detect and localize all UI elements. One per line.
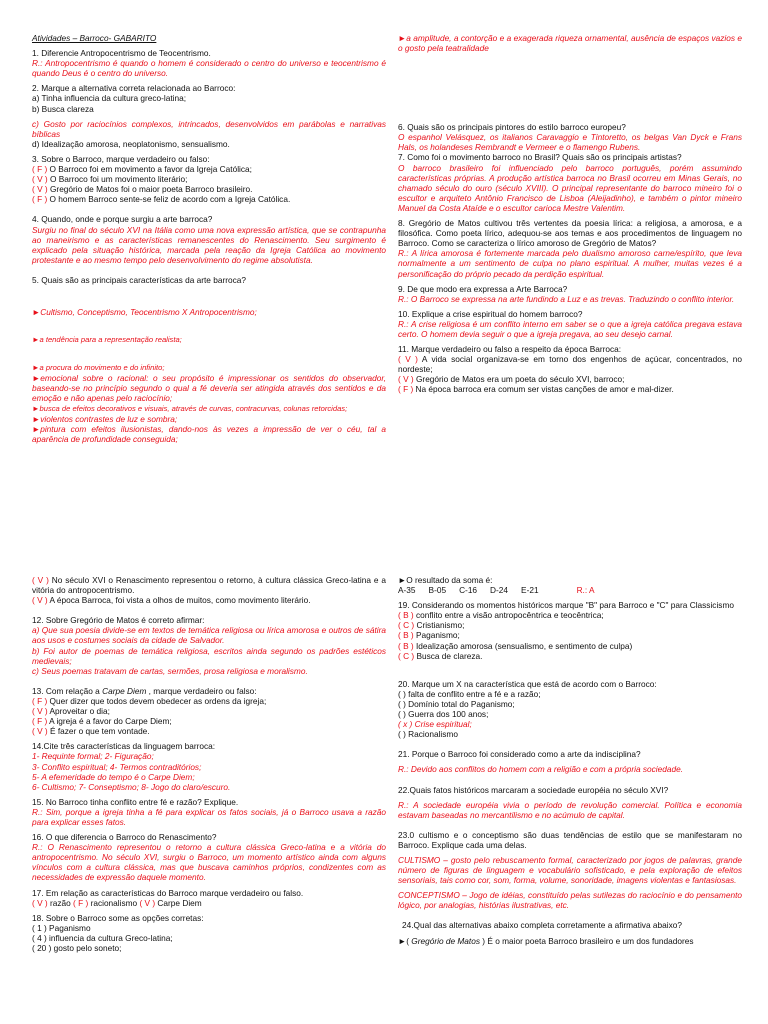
answer-14-line: 6- Cultismo; 7- Conseptismo; 8- Jogo do claro/escuro.: [32, 781, 231, 792]
q20-item-correct: ( x ) Crise espiritual;: [398, 719, 472, 730]
option-12c: c) Seus poemas tratavam de cartas, sermões, prosa religiosa e moralismo.: [32, 665, 308, 676]
q20-item: ( ) falta de conflito entre a fé e a razão;: [398, 688, 541, 699]
q19-item: ( B ) Idealização amorosa (sensualismo, e sentimento de culpa): [398, 640, 633, 651]
q3-item: ( F ) O homem Barroco sente-se feliz de acordo com a Igreja Católica.: [32, 194, 291, 205]
answer-5-item: ►busca de efeitos decorativos e visuais, através de curvas, contracurvas, colunas retorcidas;: [32, 403, 348, 413]
question-1: 1. Diferencie Antropocentrismo de Teocentrismo.: [32, 48, 211, 59]
right-column-top: [398, 33, 742, 395]
q20-item: ( ) Domínio total do Paganismo;: [398, 698, 515, 709]
answer-5-item: ►a procura do movimento e do infinito;: [32, 363, 165, 373]
q17-items: ( V ) razão ( F ) racionalismo ( V ) Carpe Diem: [32, 897, 202, 908]
question-13: 13. Com relação a Carpe Diem , marque verdadeiro ou falso:: [32, 685, 257, 696]
option-2a: a) Tinha influencia da cultura greco-latina;: [32, 93, 187, 104]
question-21: 21. Porque o Barroco foi considerado como a arte da indisciplina?: [398, 749, 641, 760]
question-12: 12. Sobre Gregório de Matos é correto afirmar:: [32, 615, 205, 626]
answer-5-item: ►pintura com efeitos ilusionistas, dando-nos às vezes a impressão de ver o céu, tal a aparência de profundidade conseguida;: [32, 423, 386, 444]
answer-21: R.: Devido aos conflitos do homem com a religião e com a própria sociedade.: [398, 764, 684, 775]
q11-item: ( V ) Gregório de Matos era um poeta do século XVI, barroco;: [398, 374, 625, 385]
answer-23-conceptismo: CONCEPTISMO – Jogo de idéias, constituído pelas sutilezas do raciocínio e do pensamento lógico, por analogias, histórias ilustrativas, etc.: [398, 890, 742, 911]
right-column-bottom: [398, 575, 742, 946]
answer-22: R.: A sociedade européia vivia o período de revolução comercial. Política e economia estavam baseadas no mercantilismo e no acúmulo de capital.: [398, 799, 742, 820]
question-17: 17. Em relação as características do Barroco marque verdadeiro ou falso.: [32, 887, 304, 898]
question-20: 20. Marque um X na característica que está de acordo com o Barroco:: [398, 678, 657, 689]
q11-item: ( V ) A época Barroca, foi vista a olhos de muitos, como movimento literário.: [32, 595, 311, 606]
answer-14-line: 3- Conflito espiritual; 4- Termos contraditórios;: [32, 761, 202, 772]
question-4: 4. Quando, onde e porque surgiu a arte barroca?: [32, 214, 213, 225]
q19-item: ( C ) Cristianismo;: [398, 620, 465, 631]
answer-1: R.: Antropocentrismo é quando o homem é considerado o centro do universo e teocentrismo é quando Deus é o centro do universo.: [32, 58, 386, 79]
answer-5-item: ►violentos contrastes de luz e sombra;: [32, 413, 178, 424]
question-6: 6. Quais são os principais pintores do estilo barroco europeu?: [398, 122, 626, 133]
q11-item: ( V ) No século XVI o Renascimento representou o retorno, à cultura clássica Greco-latina e a vitória do antropocentrismo.: [32, 575, 386, 596]
answer-4: Surgiu no final do século XVI na Itália como uma nova expressão artística, que se contrapunha ao maneirismo e as características remanescentes do Renascimento. Seu surgimento é explicado pela situação histórica, marcada pela reação da Igreja Católica ao movimento protestante e ao mesmo tempo pelo desenvolvimento do regime absolutista.: [32, 224, 386, 265]
q18-item: ( 4 ) influencia da cultura Greco-latina;: [32, 932, 173, 943]
answer-8: R.: A lírica amorosa é fortemente marcada pelo dualismo amoroso carne/espírito, que leva normalmente a um sentimento de culpa no plano espiritual. A mulher, muitas vezes é a personificação do próprio pecado da perdição espiritual.: [398, 248, 742, 279]
answer-5-item: ►a tendência para a representação realista;: [32, 335, 182, 345]
q20-item: ( ) Guerra dos 100 anos;: [398, 709, 489, 720]
question-14: 14.Cite três características da linguagem barroca:: [32, 741, 216, 752]
answer-10: R.: A crise religiosa é um conflito interno em saber se o que a igreja católica pregava estava certo. O homem devia seguir o que a igreja pregava, ao seu desejo carnal.: [398, 318, 742, 339]
question-22: 22.Quais fatos históricos marcaram a sociedade européia no século XVI?: [398, 784, 669, 795]
question-18: 18. Sobre o Barroco some as opções corretas:: [32, 912, 204, 923]
question-24: 24.Qual das alternativas abaixo completa corretamente a afirmativa abaixo?: [402, 920, 682, 931]
question-11: 11. Marque verdadeiro ou falso a respeito da época Barroca:: [398, 344, 622, 355]
question-3: 3. Sobre o Barroco, marque verdadeiro ou falso:: [32, 153, 210, 164]
question-10: 10. Explique a crise espiritual do homem barroco?: [398, 308, 583, 319]
q13-item: ( V ) É fazer o que tem vontade.: [32, 726, 150, 737]
option-2d: d) Idealização amorosa, neoplatonismo, sensualismo.: [32, 138, 230, 149]
answer-15: R.: Sim, porque a igreja tinha a fé para explicar os fatos sociais, já o Barroco usava a razão para explicar esses fatos.: [32, 806, 386, 827]
answer-6: O espanhol Velásquez, os italianos Caravaggio e Tintoretto, os belgas Van Dyck e Frans Hals, os holandeses Rembrandt e Vermeer e o flamengo Rubens.: [398, 132, 742, 153]
q3-item: ( F ) O Barroco foi em movimento a favor da Igreja Católica;: [32, 164, 252, 175]
option-12b: b) Foi autor de poemas de temática religiosa, escritos ainda segundo os padrões estéticos medievais;: [32, 645, 386, 666]
option-2b: b) Busca clareza: [32, 103, 94, 114]
answer-5-item: ►emocional sobre o racional: o seu propósito é impressionar os sentidos do observador, baseando-se no princípio segundo o qual a fé deveria ser atingida através dos sentidos e da emoção e não apenas pelo raciocínio;: [32, 373, 386, 404]
document-title: Atividades – Barroco- GABARITO: [32, 33, 157, 43]
option-12a: a) Que sua poesia divide-se em textos de temática religiosa ou lírica amorosa e outros de sátira aos usos e costumes sociais da cidade de Salvador.: [32, 625, 386, 646]
option-2c-correct: c) Gosto por raciocínios complexos, intrincados, desenvolvidos em parábolas e narrativas bíblicas: [32, 118, 386, 139]
q11-item: ( F ) Na época barroca era comum ser vistas canções de amor e mal-dizer.: [398, 384, 674, 395]
question-16: 16. O que diferencia o Barroco do Renascimento?: [32, 832, 217, 843]
question-9: 9. De que modo era expressa a Arte Barroca?: [398, 283, 568, 294]
q19-item: ( C ) Busca de clareza.: [398, 650, 483, 661]
q24-statement: ►( Gregório de Matos ) É o maior poeta Barroco brasileiro e um dos fundadores: [398, 935, 694, 946]
q13-item: ( F ) A igreja é a favor do Carpe Diem;: [32, 716, 172, 727]
q3-item: ( V ) O Barroco foi um movimento literário;: [32, 174, 188, 185]
answer-23-cultismo: CULTISMO – gosto pelo rebuscamento formal, caracterizado por jogos de palavras, grande número de figuras de linguagem e vocabulário sofisticado, e pela exploração de efeitos sensoriais, tais como cor, som, forma, volume, sonoridade, imagens violentas e fantasiosas.: [398, 854, 742, 886]
q11-item: ( V ) A vida social organizava-se em torno dos engenhos de açúcar, concentrados, no nordeste;: [398, 354, 743, 375]
answer-16: R.: O Renascimento representou o retorno a cultura clássica Greco-latina e a vitória do antropocentrismo. No século XVI, surgiu o Barroco, um momento artístico ainda com alguns vínculos com a cultura clássica, mas que buscava caminhos próprios, condizentes com as necessidades de expressão daquele momento.: [32, 842, 386, 883]
q18-result-label: ►O resultado da soma é:: [398, 575, 493, 585]
answer-7: O barroco brasileiro foi influenciado pelo barroco português, porém assumindo características próprias. A produção artística barroca no Brasil ocorreu em Minas Gerais, no chamado século do ouro (século XVIII). O principal representante do barroco mineiro foi o escultor e arquiteto Antônio Francisco de Lisboa (Aleijadinho), e também o pintor mineiro Manuel da Costa Ataíde e o escultor carioca Mestre Valentim.: [398, 162, 742, 213]
question-19: 19. Considerando os momentos históricos marque "B" para Barroco e "C" para Classicismo: [398, 600, 734, 611]
answer-5-item: ►Cultismo, Conceptismo, Teocentrismo X Antropocentrismo;: [32, 306, 257, 317]
q19-item: ( B ) conflito entre a visão antropocêntrica e teocêntrica;: [398, 610, 604, 621]
answer-14-line: 5- A efemeridade do tempo é o Carpe Diem;: [32, 771, 195, 782]
answer-9: R.: O Barroco se expressa na arte fundindo a Luz e as trevas. Traduzindo o conflito interior.: [398, 293, 735, 304]
q18-options: A-35 B-05 C-16 D-24 E-21 R.: A: [398, 585, 595, 596]
q18-item: ( 1 ) Paganismo: [32, 922, 91, 933]
left-column-bottom: [32, 575, 386, 953]
question-5: 5. Quais são as principais características da arte barroca?: [32, 274, 246, 285]
question-8: 8. Gregório de Matos cultivou três vertentes da poesia lírica: a religiosa, a amorosa, e a filosófica. Como poeta lírico, adequou-se aos temas e aos procedimentos de linguagem no Barroco. Como se caracteriza o lírico amoroso de Gregório de Matos?: [398, 218, 742, 249]
left-column-top: [32, 33, 386, 444]
q13-item: ( F ) Quer dizer que todos devem obedecer as ordens da igreja;: [32, 695, 267, 706]
q18-item: ( 20 ) gosto pelo soneto;: [32, 943, 122, 953]
question-15: 15. No Barroco tinha conflito entre fé e razão? Explique.: [32, 796, 239, 807]
q13-item: ( V ) Aproveitar o dia;: [32, 706, 110, 717]
question-7: 7. Como foi o movimento barroco no Brasil? Quais são os principais artistas?: [398, 152, 682, 163]
q18-answer: R.: A: [576, 585, 595, 596]
question-2: 2. Marque a alternativa correta relacionada ao Barroco:: [32, 83, 236, 94]
q20-item: ( ) Racionalismo: [398, 729, 458, 740]
answer-14-line: 1- Requinte formal; 2- Figuração;: [32, 751, 154, 762]
q19-item: ( B ) Paganismo;: [398, 630, 460, 641]
question-23: 23.0 cultismo e o conceptismo são duas tendências de estilo que se manifestaram no Barroco. Explique cada uma delas.: [398, 829, 742, 850]
answer-5-item: ►a amplitude, a contorção e a exagerada riqueza ornamental, ausência de espaços vazios e o gosto pela teatralidade: [398, 33, 742, 54]
q3-item: ( V ) Gregório de Matos foi o maior poeta Barroco brasileiro.: [32, 184, 253, 195]
